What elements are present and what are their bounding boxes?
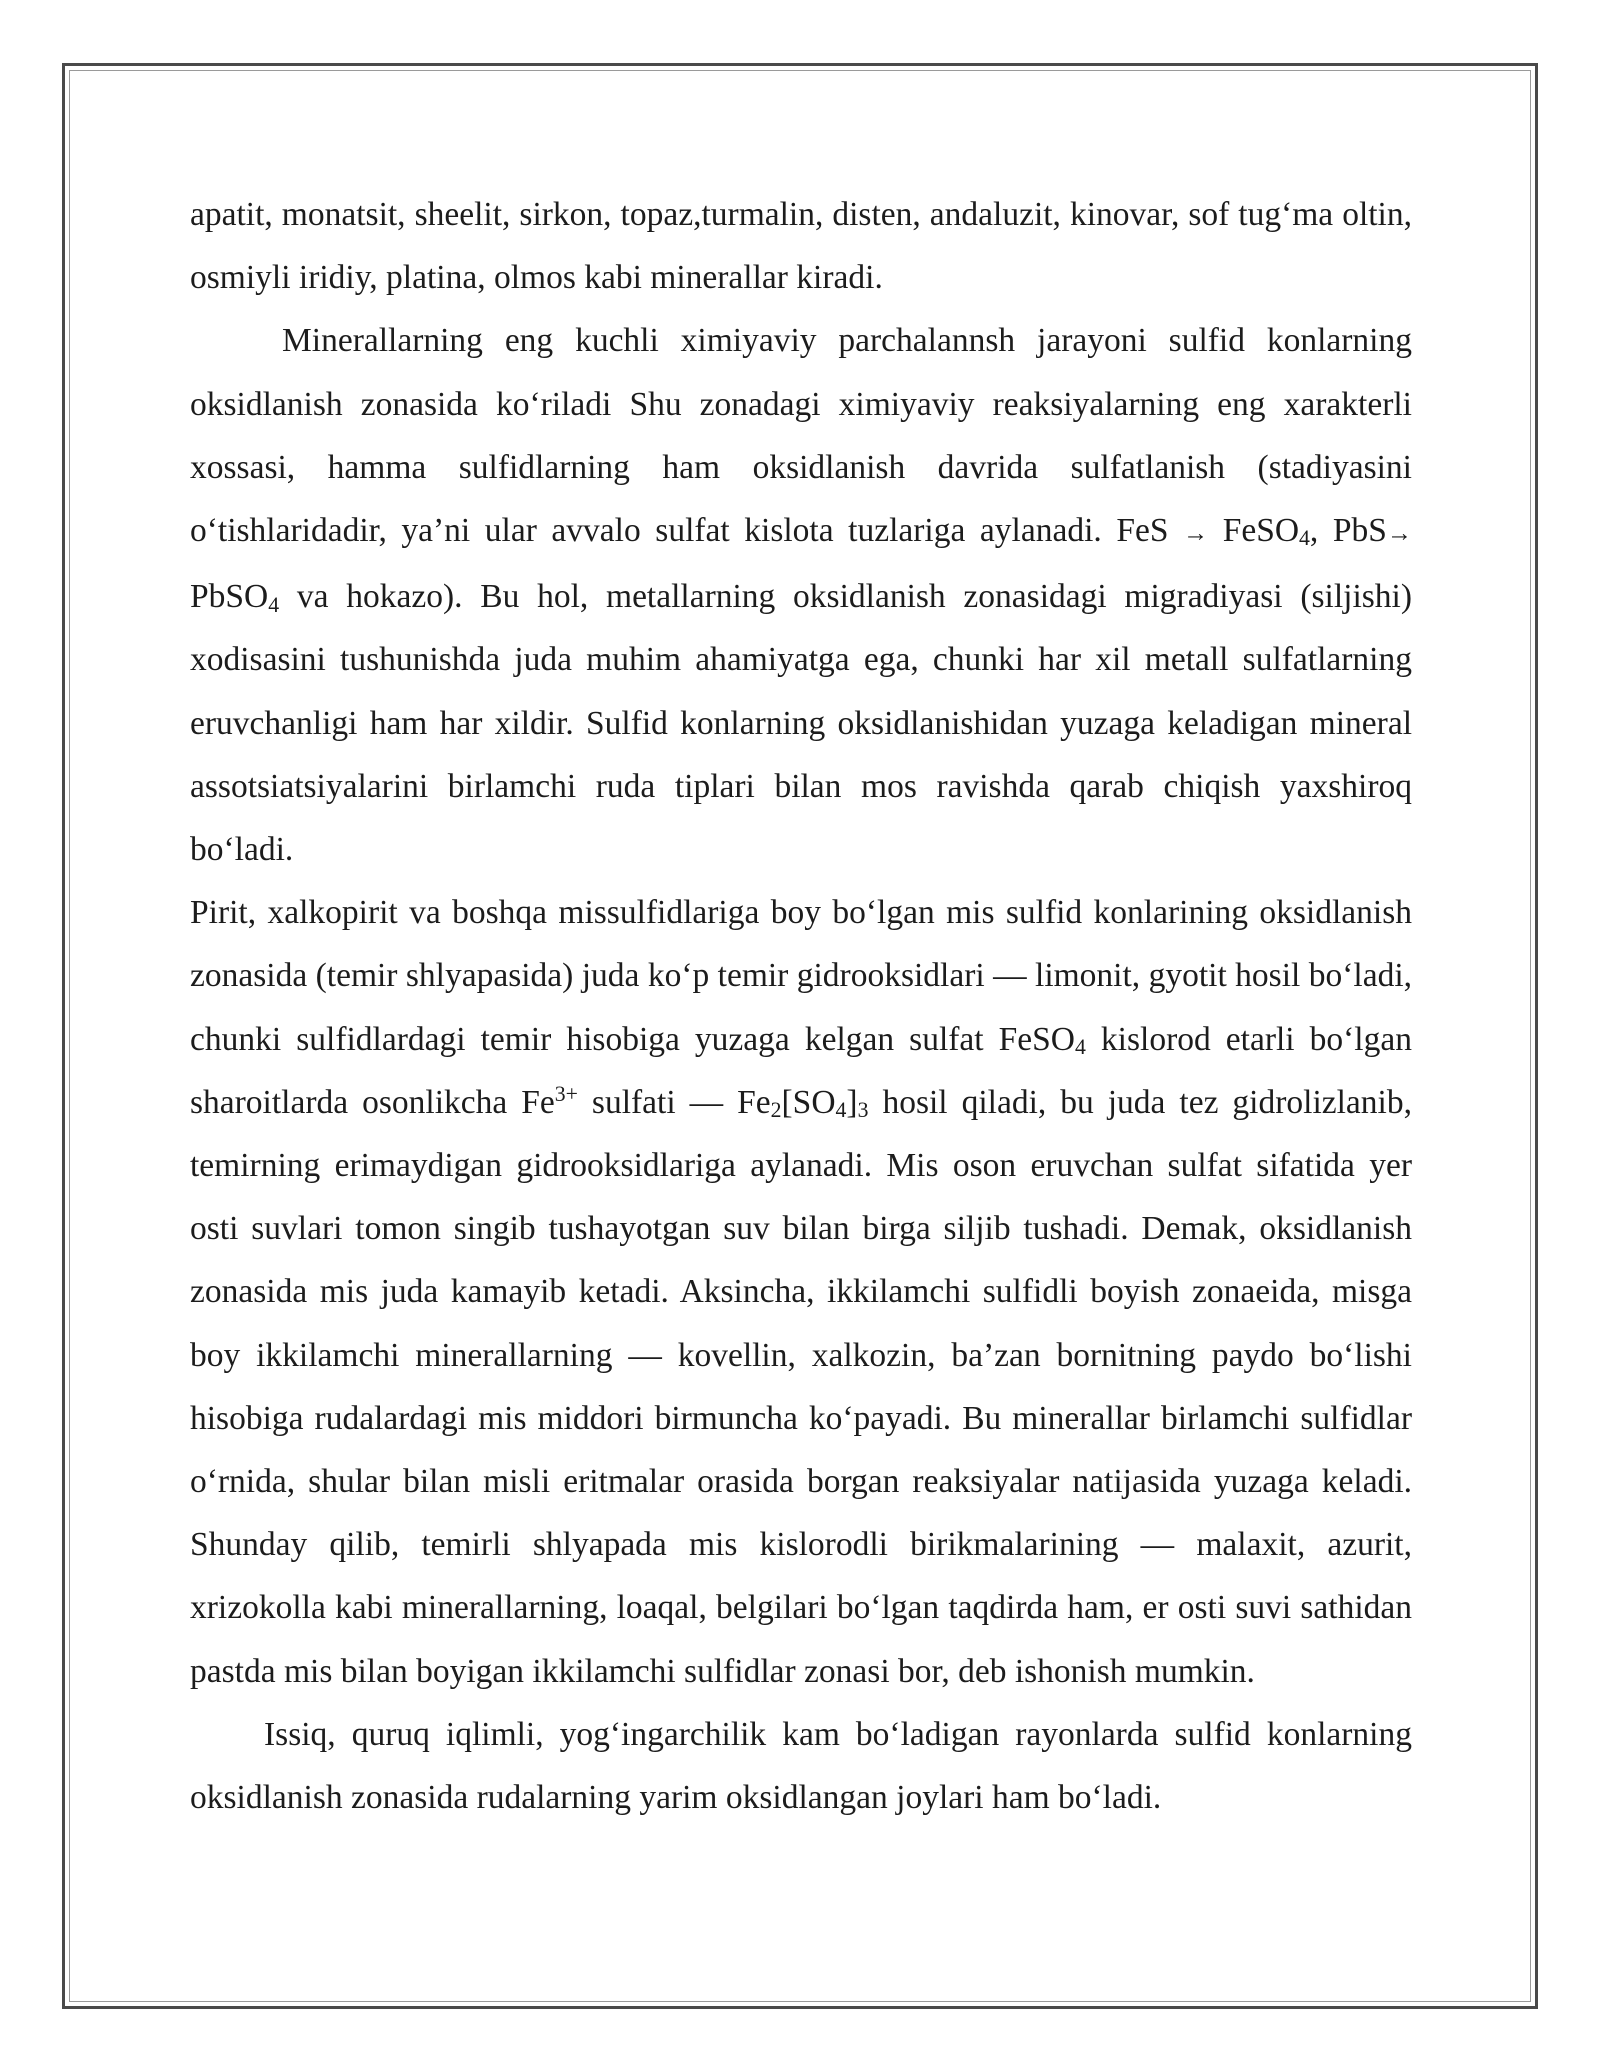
arrow-symbol: → (1183, 520, 1209, 548)
text-run: hosil qiladi, bu juda tez gidrolizlanib, temirning erimaydigan gidrooksidlariga aylanadi. Mis oson eruvchan sulfat sifatida yer osti suvlari tomon singib tushayotgan suv bilan birga siljib tushadi. Demak, oksidlanish zonasida mis juda kamayib ketadi. Aksincha, ikkilamchi sulfidli boyish zonaeida, misga boy ikkilamchi minerallarning — kovellin, xalkozin, ba’zan bornitning paydo bo‘lishi hisobiga rudalardagi mis middori birmuncha ko‘payadi. Bu minerallar birlamchi sulfidlar o‘rnida, shular bilan misli eritmalar orasida borgan reaksiyalar natijasida yuzaga keladi. Shunday qilib, temirli shlyapada mis kislorodli birikmalarining — malaxit, azurit, xrizokolla kabi minerallarning, loaqal, belgilari bo‘lgan taqdirda ham, er osti suvi sathidan pastda mis bilan boyigan ikkilamchi sulfidlar zonasi bor, deb ishonish mumkin. (190, 1083, 1412, 1690)
document-body (190, 183, 1412, 1829)
text-run: ] (846, 1083, 858, 1121)
text-run: Pirit, xalkopirit va boshqa missulfidlariga boy bo‘lgan mis sulfid konlarining oksidlanish zonasida (temir shlyapasida) juda ko‘p temir gidrooksidlari — limonit, gyotit hosil bo‘ladi, chunki sulfidlardagi temir hisobiga yuzaga kelgan sulfat FeSO (190, 894, 1412, 1058)
text-run: Minerallarning eng kuchli ximiyaviy parchalannsh jarayoni sulfid konlarning oksidlanish zonasida ko‘riladi Shu zonadagi ximiyaviy reaksiyalarning eng xarakterli xossasi, hamma sulfidlarning ham oksidlanish davrida sulfatlanish (stadiyasini o‘tishlaridadir, ya’ni ular avvalo sulfat kislota tuzlariga aylanadi. FeS (190, 322, 1412, 550)
subscript: 4 (835, 1098, 847, 1123)
arrow-symbol: → (1386, 520, 1412, 548)
text-run: FeSO (1208, 512, 1300, 550)
subscript: 4 (1074, 1034, 1086, 1059)
subscript: 2 (770, 1098, 782, 1123)
text-run: PbSO (190, 578, 269, 616)
paragraph-1: apatit, monatsit, sheelit, sirkon, topaz,turmalin, disten, andaluzit, kinovar, sof tug‘ma oltin, osmiyli iridiy, platina, olmos kabi minerallar kiradi. (190, 196, 1412, 297)
text-run: , PbS (1309, 512, 1387, 550)
subscript: 4 (1299, 526, 1310, 551)
text-run: sulfati — Fe (577, 1083, 771, 1121)
text-run: [SO (781, 1083, 836, 1121)
subscript: 3 (857, 1098, 869, 1123)
text-run: va hokazo). Bu hol, metallarning oksidlanish zonasidagi migradiyasi (siljishi) xodisasini tushunishda juda muhim ahamiyatga ega, chunki har xil metall sulfatlarning eruvchanligi ham har xildir. Sulfid konlarning oksidlanishidan yuzaga keladigan mineral assotsiatsiyalarini birlamchi ruda tiplari bilan mos ravishda qarab chiqish yaxshiroq bo‘ladi. (190, 578, 1412, 869)
paragraph-4: Issiq, quruq iqlimli, yog‘ingarchilik kam bo‘ladigan rayonlarda sulfid konlarning oksidlanish zonasida rudalarning yarim oksidlangan joylari ham bo‘ladi. (190, 1715, 1412, 1817)
paragraph-3 (190, 881, 1412, 1703)
subscript: 4 (268, 592, 280, 617)
superscript: 3+ (554, 1081, 578, 1106)
paragraph-2 (190, 309, 1412, 881)
text-run: kislorod etarli bo‘lgan sharoitlarda osonlikcha Fe (190, 1020, 1412, 1121)
